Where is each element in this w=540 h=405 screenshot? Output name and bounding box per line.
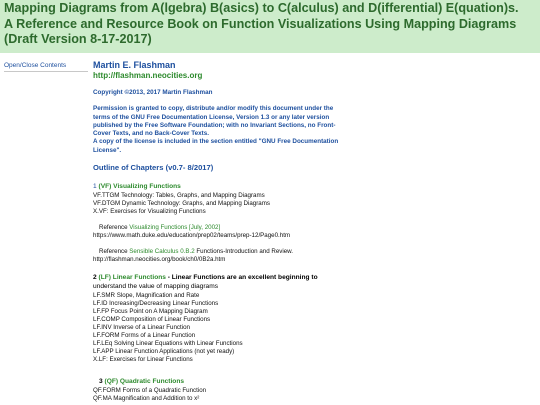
list-item: LF.ID Increasing/Decreasing Linear Functions [93,299,219,307]
chapter-3-link[interactable]: (QF) Quadratic Functions [104,378,185,386]
chapter-1-link[interactable]: (VF) Visualizing Functions [98,183,181,191]
list-item: LF.COMP Composition of Linear Functions [93,315,211,323]
license-line: published by the Free Software Foundation; with no Invariant Sections, no Front- [93,121,336,129]
license-line: Permission is granted to copy, distribute and/or modify this document under the [93,105,334,113]
reference-line [93,224,533,232]
list-item: LF.FORM Forms of a Linear Function [93,331,196,339]
title-line-3: (Draft Version 8-17-2017) [4,32,152,47]
list-item: VF.TTGM Technology: Tables, Graphs, and Mapping Diagrams [93,191,265,199]
toc-toggle-link[interactable]: Open/Close Contents [4,62,88,72]
chapter-number: 1 [93,183,97,191]
reference-label: Reference [99,223,128,231]
author-url-link[interactable]: http://flashman.neocities.org [93,71,203,80]
list-item: LF.FP Focus Point on A Mapping Diagram [93,307,208,315]
list-item: VF.DTGM Dynamic Technology: Graphs, and Mapping Diagrams [93,199,270,207]
chapter-tagline: understand the value of mapping diagrams [93,282,218,290]
license-text [93,105,533,155]
reference-url: http://flashman.neocities.org/book/ch0/0B2a.htm [93,256,226,264]
list-item: LF.SMR Slope, Magnification and Rate [93,291,200,299]
reference-link[interactable]: Visualizing Functions [July, 2002] [129,223,221,231]
list-item: LF.APP Linear Function Applications (not yet ready) [93,348,235,356]
list-item: QF.MA Magnification and Addition to x² [93,395,200,403]
outline-title: Outline of Chapters (v0.7- 8/2017) [93,163,214,173]
list-item: X.VF: Exercises for Visualizing Functions [93,207,206,215]
chapter-3-heading [93,378,533,387]
reference-label: Reference [99,248,128,256]
license-line: License". [93,146,122,154]
chapter-number: 2 [93,274,97,282]
license-line: Cover Texts, and no Back-Cover Texts. [93,130,209,138]
list-item: LF.LEq Solving Linear Equations with Linear Functions [93,340,243,348]
chapter-2-heading [93,274,533,283]
title-line-2: A Reference and Resource Book on Function Visualizations Using Mapping Diagrams [4,16,517,31]
license-line: terms of the GNU Free Documentation License, Version 1.3 or any later version [93,113,330,121]
chapter-number: 3 [99,378,103,386]
copyright-notice: Copyright ©2013, 2017 Martin Flashman [93,89,213,96]
title-line-1: Mapping Diagrams from A(lgebra) B(asics) to C(alculus) and D(ifferential) E(quation)s. [4,1,519,15]
author-name: Martin E. Flashman [93,60,176,70]
chapter-1-heading [93,183,533,192]
main-content [93,60,533,403]
reference-url: https://www.math.duke.edu/education/prep02/teams/prep-12/Page0.htm [93,232,291,240]
list-item: X.LF: Exercises for Linear Functions [93,356,193,364]
list-item: LF.INV Inverse of a Linear Function [93,323,190,331]
reference-note: Functions-Introduction and Review. [194,248,294,256]
chapter-tagline: - Linear Functions are an excellent beginning to [165,274,318,282]
chapter-2-link[interactable]: (LF) Linear Functions [98,274,166,282]
license-line: A copy of the license is included in the section entitled "GNU Free Documentation [93,138,339,146]
page-header [0,0,540,53]
reference-line [93,248,533,256]
reference-link[interactable]: Sensible Calculus 0.B.2 [129,248,195,256]
list-item: QF.FORM Forms of a Quadratic Function [93,386,207,394]
